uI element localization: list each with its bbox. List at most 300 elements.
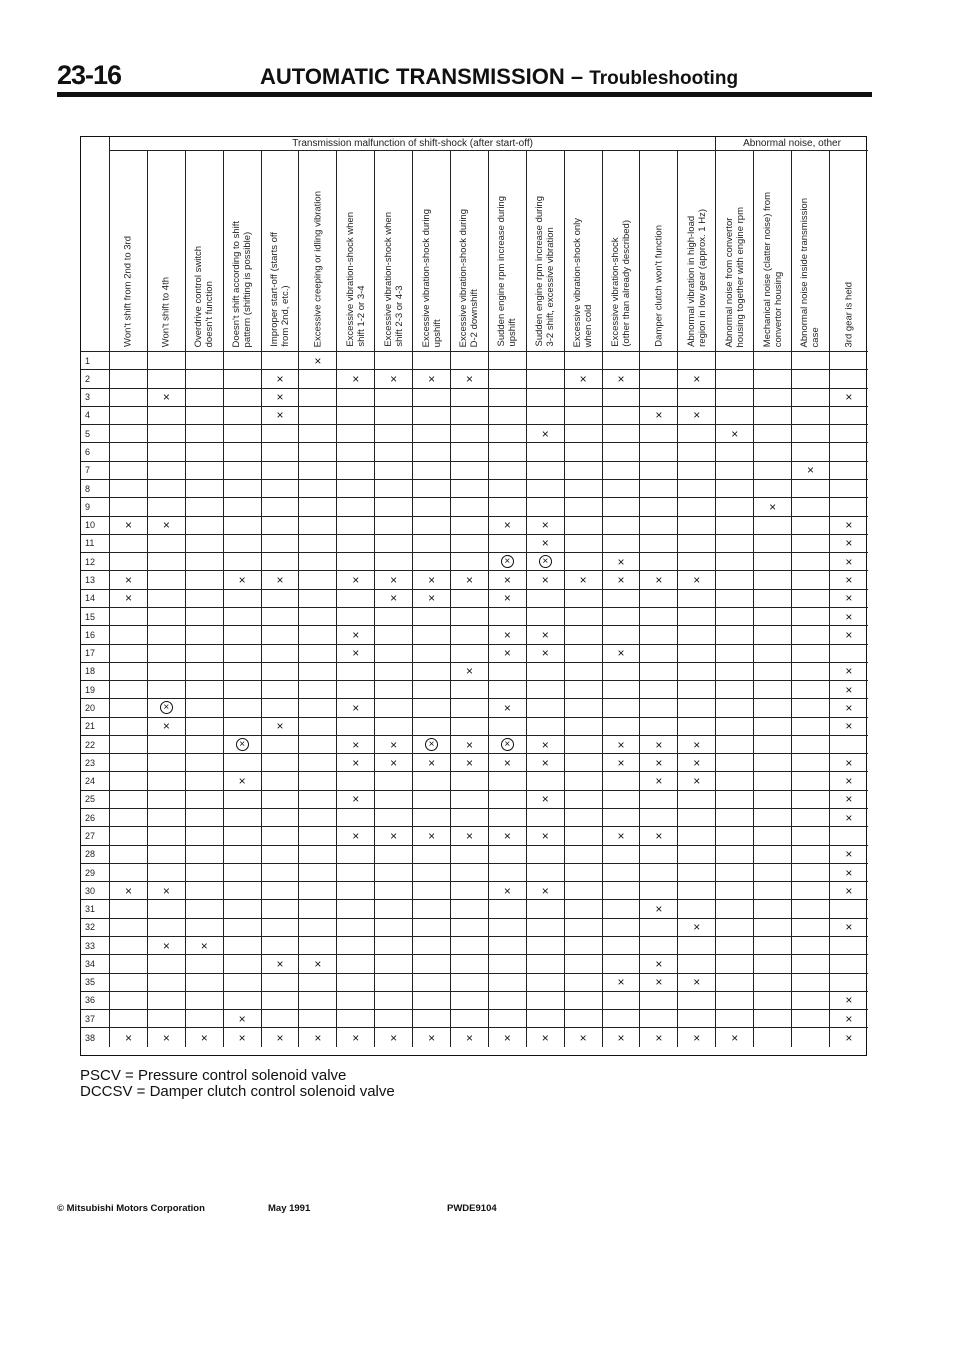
- table-cell: [792, 974, 830, 992]
- column-header-label: Excessive vibration-shock when shift 2-3 or 4-3: [382, 212, 405, 347]
- table-cell: [603, 480, 641, 498]
- table-cell: [565, 425, 603, 443]
- table-cell: [603, 553, 641, 571]
- table-cell: [186, 352, 224, 370]
- table-cell: [565, 772, 603, 790]
- table-cell: [792, 553, 830, 571]
- table-cell: [186, 1010, 224, 1028]
- table-cell: [603, 937, 641, 955]
- cross-mark: ×: [200, 938, 208, 953]
- table-cell: [754, 425, 792, 443]
- column-header-label: Mechanical noise (clatter noise) from convertor housing: [761, 191, 784, 347]
- table-cell: [565, 809, 603, 827]
- table-cell: [830, 535, 868, 553]
- page-number: 23-16: [57, 60, 122, 90]
- table-cell: [678, 1010, 716, 1028]
- table-cell: [489, 443, 527, 461]
- table-cell: [224, 498, 262, 516]
- table-cell: [299, 882, 337, 900]
- table-cell: [375, 955, 413, 973]
- table-cell: [640, 389, 678, 407]
- circled-cross-mark: ×: [160, 701, 173, 714]
- cross-mark: ×: [541, 1030, 549, 1045]
- table-cell: [375, 663, 413, 681]
- table-cell: [224, 809, 262, 827]
- table-cell: [413, 882, 451, 900]
- table-cell: [375, 352, 413, 370]
- table-cell: [565, 955, 603, 973]
- table-cell: [565, 626, 603, 644]
- table-cell: [565, 937, 603, 955]
- table-cell: [603, 389, 641, 407]
- cross-mark: ×: [655, 755, 663, 770]
- table-cell: [337, 736, 375, 754]
- table-cell: [451, 754, 489, 772]
- table-cell: [489, 571, 527, 589]
- table-cell: [186, 974, 224, 992]
- table-cell: [754, 480, 792, 498]
- table-cell: [489, 772, 527, 790]
- table-cell: [337, 827, 375, 845]
- table-cell: [451, 900, 489, 918]
- table-cell: [830, 645, 868, 663]
- table-cell: [262, 882, 300, 900]
- cross-mark: ×: [503, 591, 511, 606]
- table-cell: [716, 626, 754, 644]
- table-cell: [337, 645, 375, 663]
- cross-mark: ×: [162, 938, 170, 953]
- table-cell: [413, 480, 451, 498]
- row-number: 8: [81, 480, 110, 498]
- table-cell: [110, 352, 148, 370]
- column-header: [565, 151, 603, 352]
- table-cell: [375, 846, 413, 864]
- table-cell: [451, 535, 489, 553]
- table-cell: [262, 718, 300, 736]
- row-number: 23: [81, 754, 110, 772]
- table-cell: [299, 974, 337, 992]
- table-cell: [754, 681, 792, 699]
- table-cell: [754, 864, 792, 882]
- cross-mark: ×: [503, 755, 511, 770]
- table-cell: [754, 900, 792, 918]
- cross-mark: ×: [845, 792, 853, 807]
- table-cell: [489, 663, 527, 681]
- cross-mark: ×: [390, 737, 398, 752]
- table-cell: [262, 645, 300, 663]
- cross-mark: ×: [845, 554, 853, 569]
- table-cell: [375, 919, 413, 937]
- table-cell: [489, 809, 527, 827]
- table-cell: [792, 882, 830, 900]
- table-cell: [413, 736, 451, 754]
- cross-mark: ×: [465, 755, 473, 770]
- table-cell: [186, 443, 224, 461]
- table-cell: [110, 407, 148, 425]
- table-cell: [148, 827, 186, 845]
- table-cell: [527, 1010, 565, 1028]
- table-cell: [716, 352, 754, 370]
- table-cell: [565, 535, 603, 553]
- column-header: [262, 151, 300, 352]
- group-header: Abnormal noise, other: [716, 137, 868, 151]
- table-cell: [603, 718, 641, 736]
- table-cell: [678, 955, 716, 973]
- table-cell: [603, 809, 641, 827]
- table-cell: [299, 590, 337, 608]
- table-cell: [640, 736, 678, 754]
- table-cell: [148, 480, 186, 498]
- table-cell: [830, 608, 868, 626]
- cross-mark: ×: [390, 371, 398, 386]
- table-cell: [640, 791, 678, 809]
- cross-mark: ×: [162, 390, 170, 405]
- table-cell: [527, 937, 565, 955]
- table-cell: [603, 846, 641, 864]
- table-cell: [262, 974, 300, 992]
- table-cell: [830, 718, 868, 736]
- cross-mark: ×: [503, 883, 511, 898]
- cross-mark: ×: [541, 883, 549, 898]
- cross-mark: ×: [845, 719, 853, 734]
- table-cell: [375, 425, 413, 443]
- table-cell: [299, 517, 337, 535]
- table-cell: [413, 699, 451, 717]
- table-cell: [224, 1028, 262, 1046]
- cross-mark: ×: [845, 1011, 853, 1026]
- table-cell: [754, 462, 792, 480]
- table-cell: [337, 370, 375, 388]
- column-header-label: Doesn't shift according to shift pattern (shifting is possible): [231, 220, 254, 347]
- table-cell: [792, 919, 830, 937]
- table-cell: [337, 608, 375, 626]
- table-cell: [603, 955, 641, 973]
- table-cell: [186, 462, 224, 480]
- table-cell: [224, 681, 262, 699]
- page-title: [260, 64, 738, 90]
- corner-cell: [81, 137, 110, 352]
- table-cell: [413, 754, 451, 772]
- table-cell: [830, 955, 868, 973]
- table-cell: [451, 882, 489, 900]
- table-cell: [262, 864, 300, 882]
- table-cell: [337, 535, 375, 553]
- table-cell: [678, 900, 716, 918]
- table-cell: [792, 955, 830, 973]
- table-cell: [603, 663, 641, 681]
- table-cell: [413, 425, 451, 443]
- table-cell: [716, 791, 754, 809]
- table-cell: [754, 919, 792, 937]
- cross-mark: ×: [390, 573, 398, 588]
- table-cell: [262, 791, 300, 809]
- table-cell: [678, 462, 716, 480]
- table-cell: [792, 535, 830, 553]
- table-cell: [262, 370, 300, 388]
- cross-mark: ×: [124, 883, 132, 898]
- table-cell: [451, 407, 489, 425]
- row-number: 37: [81, 1010, 110, 1028]
- table-cell: [754, 974, 792, 992]
- table-cell: [337, 974, 375, 992]
- cross-mark: ×: [845, 682, 853, 697]
- table-cell: [527, 772, 565, 790]
- table-cell: [148, 718, 186, 736]
- table-cell: [375, 681, 413, 699]
- column-header: [527, 151, 565, 352]
- table-cell: [451, 919, 489, 937]
- table-cell: [186, 590, 224, 608]
- cross-mark: ×: [314, 353, 322, 368]
- table-cell: [337, 571, 375, 589]
- cross-mark: ×: [541, 755, 549, 770]
- table-cell: [110, 754, 148, 772]
- cross-mark: ×: [655, 828, 663, 843]
- table-cell: [299, 846, 337, 864]
- table-cell: [678, 370, 716, 388]
- row-number: 5: [81, 425, 110, 443]
- cross-mark: ×: [503, 627, 511, 642]
- row-number: 19: [81, 681, 110, 699]
- table-cell: [337, 407, 375, 425]
- table-cell: [565, 443, 603, 461]
- table-cell: [830, 864, 868, 882]
- table-cell: [262, 681, 300, 699]
- table-cell: [375, 1028, 413, 1046]
- table-cell: [337, 663, 375, 681]
- table-cell: [224, 608, 262, 626]
- cross-mark: ×: [541, 646, 549, 661]
- table-cell: [375, 864, 413, 882]
- table-cell: [413, 443, 451, 461]
- table-cell: [299, 681, 337, 699]
- table-cell: [224, 462, 262, 480]
- table-cell: [186, 517, 224, 535]
- cross-mark: ×: [693, 920, 701, 935]
- table-cell: [262, 1028, 300, 1046]
- table-cell: [413, 498, 451, 516]
- cross-mark: ×: [845, 865, 853, 880]
- cross-mark: ×: [352, 828, 360, 843]
- table-cell: [527, 370, 565, 388]
- table-cell: [186, 626, 224, 644]
- table-cell: [413, 553, 451, 571]
- table-cell: [792, 407, 830, 425]
- legend: [80, 1068, 395, 1100]
- table-cell: [110, 736, 148, 754]
- cross-mark: ×: [503, 573, 511, 588]
- table-cell: [148, 571, 186, 589]
- column-header: [413, 151, 451, 352]
- table-cell: [830, 370, 868, 388]
- cross-mark: ×: [617, 646, 625, 661]
- cross-mark: ×: [617, 573, 625, 588]
- table-cell: [830, 590, 868, 608]
- table-cell: [754, 590, 792, 608]
- table-cell: [262, 443, 300, 461]
- cross-mark: ×: [693, 408, 701, 423]
- table-cell: [262, 462, 300, 480]
- table-cell: [224, 590, 262, 608]
- row-number: 30: [81, 882, 110, 900]
- cross-mark: ×: [693, 1030, 701, 1045]
- cross-mark: ×: [465, 828, 473, 843]
- table-cell: [678, 626, 716, 644]
- table-cell: [299, 937, 337, 955]
- table-cell: [792, 900, 830, 918]
- table-cell: [640, 535, 678, 553]
- table-cell: [489, 827, 527, 845]
- table-cell: [754, 407, 792, 425]
- cross-mark: ×: [655, 774, 663, 789]
- table-cell: [792, 736, 830, 754]
- table-cell: [224, 517, 262, 535]
- table-cell: [527, 626, 565, 644]
- table-cell: [527, 462, 565, 480]
- table-cell: [489, 352, 527, 370]
- table-cell: [565, 352, 603, 370]
- table-cell: [792, 1010, 830, 1028]
- table-cell: [640, 699, 678, 717]
- table-cell: [148, 535, 186, 553]
- table-cell: [299, 955, 337, 973]
- table-cell: [451, 864, 489, 882]
- table-cell: [792, 389, 830, 407]
- cross-mark: ×: [655, 902, 663, 917]
- table-cell: [678, 608, 716, 626]
- table-cell: [451, 517, 489, 535]
- footer-code: PWDE9104: [447, 1203, 497, 1214]
- table-cell: [299, 772, 337, 790]
- cross-mark: ×: [465, 573, 473, 588]
- row-number: 21: [81, 718, 110, 736]
- table-cell: [716, 736, 754, 754]
- table-cell: [489, 718, 527, 736]
- cross-mark: ×: [162, 1030, 170, 1045]
- table-cell: [830, 498, 868, 516]
- row-number: 31: [81, 900, 110, 918]
- cross-mark: ×: [845, 609, 853, 624]
- table-cell: [224, 791, 262, 809]
- cross-mark: ×: [579, 1030, 587, 1045]
- table-cell: [754, 571, 792, 589]
- table-cell: [489, 1010, 527, 1028]
- table-cell: [603, 699, 641, 717]
- table-cell: [489, 480, 527, 498]
- cross-mark: ×: [124, 591, 132, 606]
- cross-mark: ×: [238, 774, 246, 789]
- table-cell: [262, 389, 300, 407]
- table-cell: [110, 608, 148, 626]
- table-cell: [565, 370, 603, 388]
- table-cell: [527, 846, 565, 864]
- table-cell: [262, 900, 300, 918]
- table-cell: [413, 1010, 451, 1028]
- table-cell: [375, 882, 413, 900]
- table-cell: [716, 498, 754, 516]
- table-cell: [489, 974, 527, 992]
- table-cell: [186, 699, 224, 717]
- row-number: 28: [81, 846, 110, 864]
- cross-mark: ×: [617, 737, 625, 752]
- table-cell: [716, 443, 754, 461]
- table-cell: [830, 827, 868, 845]
- table-cell: [527, 553, 565, 571]
- cross-mark: ×: [352, 755, 360, 770]
- cross-mark: ×: [162, 719, 170, 734]
- table-cell: [565, 846, 603, 864]
- table-cell: [337, 900, 375, 918]
- row-number: 24: [81, 772, 110, 790]
- table-cell: [337, 809, 375, 827]
- table-cell: [110, 864, 148, 882]
- table-cell: [413, 955, 451, 973]
- table-cell: [603, 736, 641, 754]
- table-cell: [148, 626, 186, 644]
- footer-date: May 1991: [268, 1203, 311, 1214]
- table-cell: [565, 480, 603, 498]
- table-cell: [603, 590, 641, 608]
- column-header: [451, 151, 489, 352]
- table-cell: [489, 553, 527, 571]
- table-cell: [527, 1028, 565, 1046]
- table-cell: [754, 791, 792, 809]
- column-header-label: Won't shift to 4th: [160, 276, 172, 347]
- table-cell: [716, 608, 754, 626]
- table-cell: [337, 864, 375, 882]
- table-cell: [603, 571, 641, 589]
- table-cell: [527, 681, 565, 699]
- column-header-label: Overdrive control switch doesn't function: [193, 245, 216, 347]
- table-cell: [754, 1028, 792, 1046]
- table-cell: [451, 974, 489, 992]
- table-cell: [186, 535, 224, 553]
- table-cell: [262, 736, 300, 754]
- table-cell: [527, 590, 565, 608]
- table-cell: [565, 1028, 603, 1046]
- cross-mark: ×: [541, 737, 549, 752]
- table-cell: [110, 1010, 148, 1028]
- table-cell: [678, 937, 716, 955]
- cross-mark: ×: [541, 536, 549, 551]
- table-cell: [678, 736, 716, 754]
- table-cell: [754, 937, 792, 955]
- table-cell: [299, 425, 337, 443]
- table-cell: [565, 882, 603, 900]
- table-cell: [678, 480, 716, 498]
- cross-mark: ×: [428, 828, 436, 843]
- table-cell: [186, 645, 224, 663]
- table-cell: [754, 370, 792, 388]
- table-cell: [337, 425, 375, 443]
- table-cell: [262, 608, 300, 626]
- table-cell: [186, 718, 224, 736]
- table-cell: [148, 900, 186, 918]
- table-cell: [603, 498, 641, 516]
- table-cell: [375, 498, 413, 516]
- table-cell: [375, 718, 413, 736]
- cross-mark: ×: [352, 1030, 360, 1045]
- table-cell: [299, 498, 337, 516]
- table-cell: [110, 955, 148, 973]
- column-header: [716, 151, 754, 352]
- row-number: 13: [81, 571, 110, 589]
- table-cell: [224, 571, 262, 589]
- table-cell: [413, 937, 451, 955]
- column-header: [224, 151, 262, 352]
- table-cell: [299, 992, 337, 1010]
- table-cell: [186, 827, 224, 845]
